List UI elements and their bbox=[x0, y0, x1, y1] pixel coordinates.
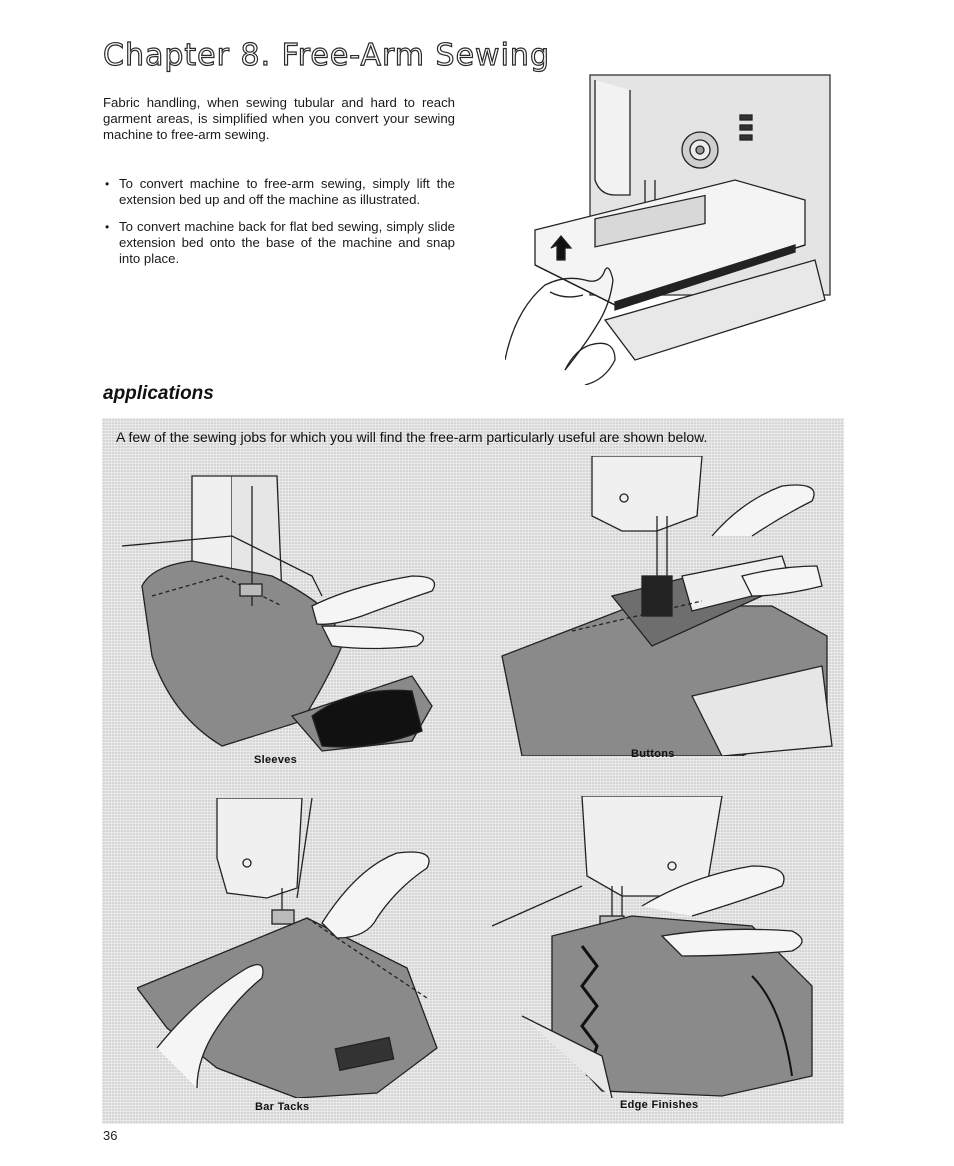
extension-bed-removal-illustration bbox=[505, 70, 835, 385]
applications-heading: applications bbox=[103, 383, 214, 404]
chapter-title: Chapter 8. Free-Arm Sewing bbox=[103, 38, 550, 73]
sleeves-illustration bbox=[112, 466, 467, 756]
instruction-text: To convert machine back for flat bed sewing, simply slide extension bed onto the base of the machine and snap into place. bbox=[119, 219, 455, 266]
bullet-icon: • bbox=[105, 177, 110, 191]
caption-sleeves: Sleeves bbox=[254, 754, 298, 766]
applications-intro: A few of the sewing jobs for which you will find the free-arm particularly useful are shown below. bbox=[116, 429, 708, 445]
caption-bar-tacks: Bar Tacks bbox=[255, 1101, 310, 1113]
buttons-illustration bbox=[502, 456, 832, 756]
instruction-item bbox=[103, 219, 455, 267]
bullet-icon: • bbox=[105, 220, 110, 234]
instruction-list bbox=[103, 176, 455, 278]
edge-finishes-illustration bbox=[492, 796, 812, 1098]
intro-paragraph: Fabric handling, when sewing tubular and hard to reach garment areas, is simplified when you convert your sewing machine to free-arm sewing. bbox=[103, 95, 455, 142]
caption-buttons: Buttons bbox=[631, 748, 675, 760]
instruction-text: To convert machine to free-arm sewing, simply lift the extension bed up and off the machine as illustrated. bbox=[119, 176, 455, 207]
caption-edge-finishes: Edge Finishes bbox=[620, 1099, 699, 1111]
applications-panel bbox=[102, 418, 844, 1124]
instruction-item bbox=[103, 176, 455, 208]
page-number: 36 bbox=[103, 1128, 118, 1143]
bar-tacks-illustration bbox=[137, 798, 437, 1098]
